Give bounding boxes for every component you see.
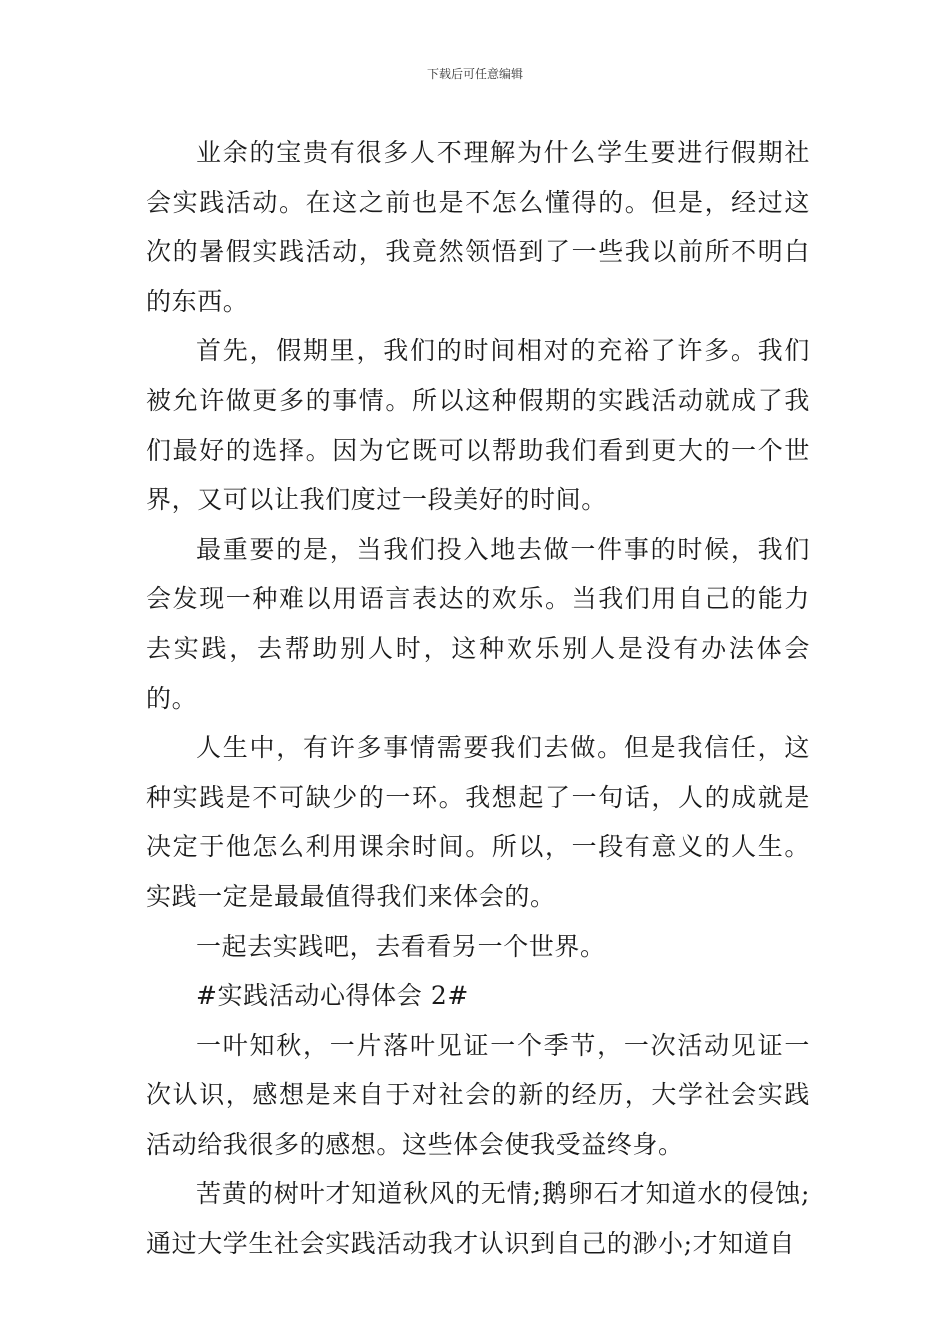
page-header: 下载后可任意编辑 (426, 67, 523, 81)
paragraph: 苦黄的树叶才知道秋风的无情;鹅卵石才知道水的侵蚀;通过大学生社会实践活动我才认识到自己的渺小;才知道自 (146, 1179, 810, 1259)
paragraph: 首先，假期里，我们的时间相对的充裕了许多。我们被允许做更多的事情。所以这种假期的实践活动就成了我们最好的选择。因为它既可以帮助我们看到更大的一个世界，又可以让我们度过一段美好的时间。 (146, 336, 810, 515)
paragraph: 人生中，有许多事情需要我们去做。但是我信任，这种实践是不可缺少的一环。我想起了一句话，人的成就是决定于他怎么利用课余时间。所以，一段有意义的人生。实践一定是最最值得我们来体会的。 (146, 733, 810, 911)
paragraph: 一叶知秋，一片落叶见证一个季节，一次活动见证一次认识，感想是来自于对社会的新的经历，大学社会实践活动给我很多的感想。这些体会使我受益终身。 (146, 1030, 810, 1159)
document-body (146, 128, 810, 1269)
paragraph: 一起去实践吧，去看看另一个世界。 (196, 931, 606, 961)
paragraph: 最重要的是，当我们投入地去做一件事的时候，我们会发现一种难以用语言表达的欢乐。当我们用自己的能力去实践，去帮助别人时，这种欢乐别人是没有办法体会的。 (146, 534, 810, 713)
paragraph: 业余的宝贵有很多人不理解为什么学生要进行假期社会实践活动。在这之前也是不怎么懂得的。但是，经过这次的暑假实践活动，我竟然领悟到了一些我以前所不明白的东西。 (146, 138, 810, 316)
section-heading: #实践活动心得体会 2# (196, 981, 469, 1011)
